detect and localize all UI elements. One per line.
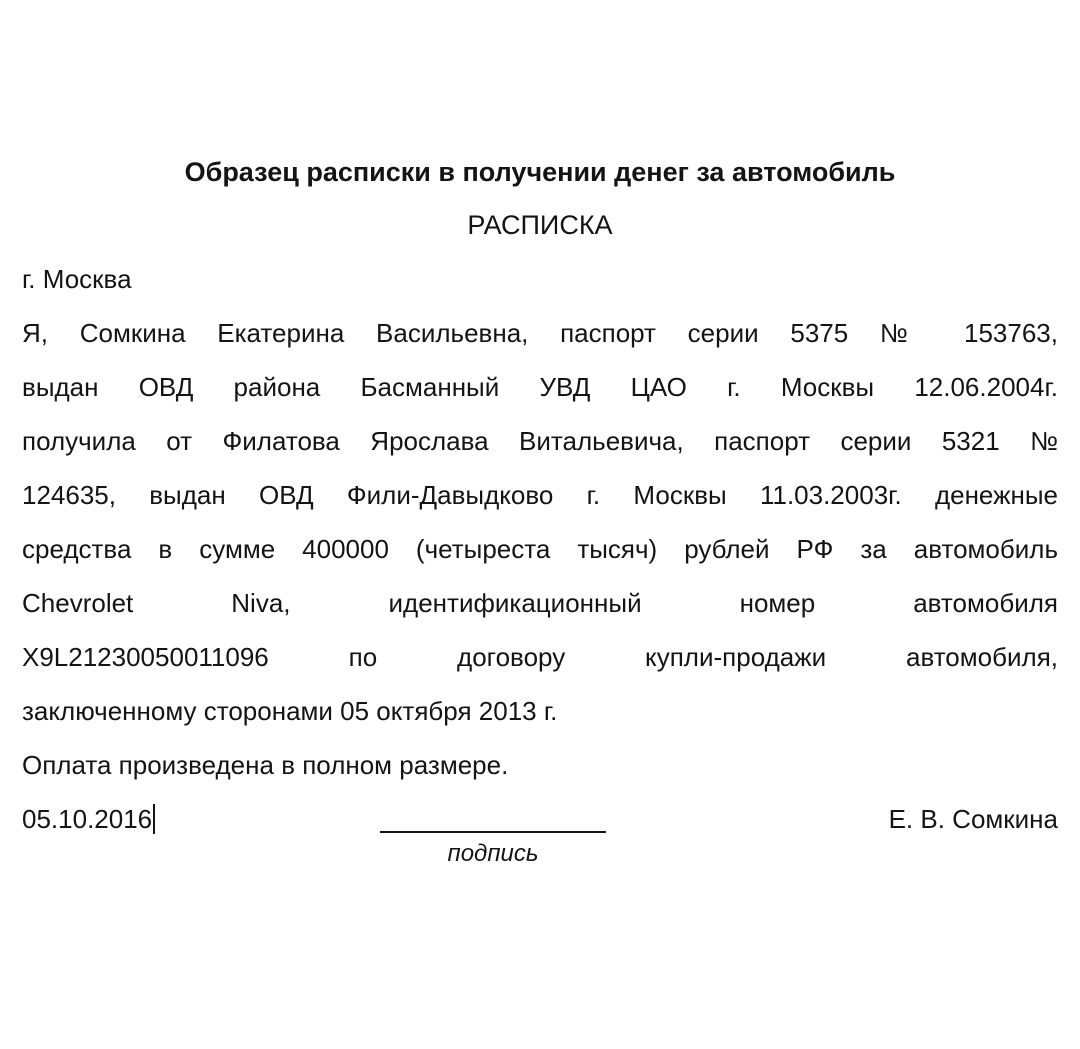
body-line: средства в сумме 400000 (четыреста тысяч) рублей РФ за автомобиль	[22, 534, 1058, 564]
body-line: 124635, выдан ОВД Фили-Давыдково г. Москвы 11.03.2003г. денежные	[22, 480, 1058, 510]
body-line: X9L21230050011096 по договору купли-продажи автомобиля,	[22, 642, 1058, 672]
payment-note: Оплата произведена в полном размере.	[22, 750, 509, 780]
signature-line	[380, 831, 606, 833]
body-line: заключенному сторонами 05 октября 2013 г.	[22, 696, 558, 726]
body-line: выдан ОВД района Басманный УВД ЦАО г. Москвы 12.06.2004г.	[22, 372, 1058, 402]
date-value: 05.10.2016	[22, 804, 153, 834]
body-line: Chevrolet Niva, идентификационный номер автомобиля	[22, 588, 1058, 618]
signer-name: Е. В. Сомкина	[888, 804, 1058, 834]
date-line[interactable]	[22, 797, 155, 841]
city-line: г. Москва	[22, 264, 132, 294]
text-cursor	[153, 804, 155, 834]
body-line: получила от Филатова Ярослава Витальевича, паспорт серии 5321 №	[22, 426, 1058, 456]
document-title: Образец расписки в получении денег за автомобиль	[184, 157, 896, 187]
receipt-body	[22, 311, 1058, 743]
signature-label: подпись	[447, 840, 539, 867]
document-subtitle: РАСПИСКА	[467, 210, 613, 240]
body-line: Я, Сомкина Екатерина Васильевна, паспорт серии 5375 № 153763,	[22, 318, 1058, 348]
